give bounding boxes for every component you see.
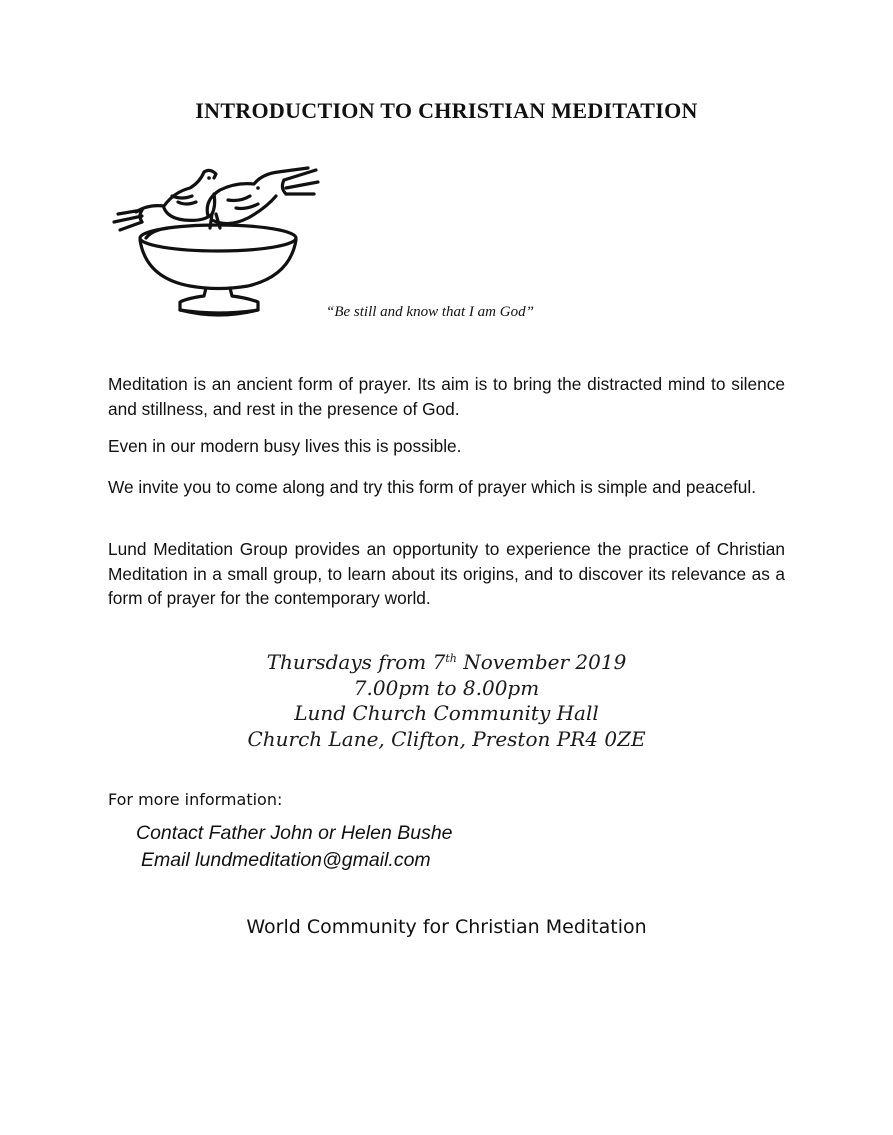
event-details xyxy=(0,650,893,752)
group-description-paragraph: Lund Meditation Group provides an opportunity to experience the practice of Christian Meditation in a small group, to learn about its origins, and to discover its relevance as a form of prayer for the contemporary world. xyxy=(108,539,785,608)
contact-names: Contact Father John or Helen Bushe xyxy=(136,822,453,844)
event-time: 7.00pm to 8.00pm xyxy=(353,675,540,700)
event-address: Church Lane, Clifton, Preston PR4 0ZE xyxy=(247,726,646,751)
contact-email: Email lundmeditation@gmail.com xyxy=(141,849,431,871)
invitation-paragraph: We invite you to come along and try this form of prayer which is simple and peaceful. xyxy=(108,477,757,497)
intro-paragraph: Meditation is an ancient form of prayer. Its aim is to bring the distracted mind to silence and stillness, and rest in the presence of God. xyxy=(108,374,785,419)
possibility-paragraph: Even in our modern busy lives this is possible. xyxy=(108,436,462,456)
date-ordinal: th xyxy=(445,652,457,665)
doves-on-chalice-icon xyxy=(108,160,322,325)
event-venue: Lund Church Community Hall xyxy=(294,701,599,725)
more-info-label: For more information: xyxy=(108,790,283,809)
contact-block xyxy=(136,820,453,874)
page-title: INTRODUCTION TO CHRISTIAN MEDITATION xyxy=(195,98,698,123)
organization-footer: World Community for Christian Meditation xyxy=(246,916,647,938)
event-date: Thursdays from 7th November 2019 xyxy=(266,650,627,674)
scripture-quote: “Be still and know that I am God” xyxy=(326,304,534,320)
